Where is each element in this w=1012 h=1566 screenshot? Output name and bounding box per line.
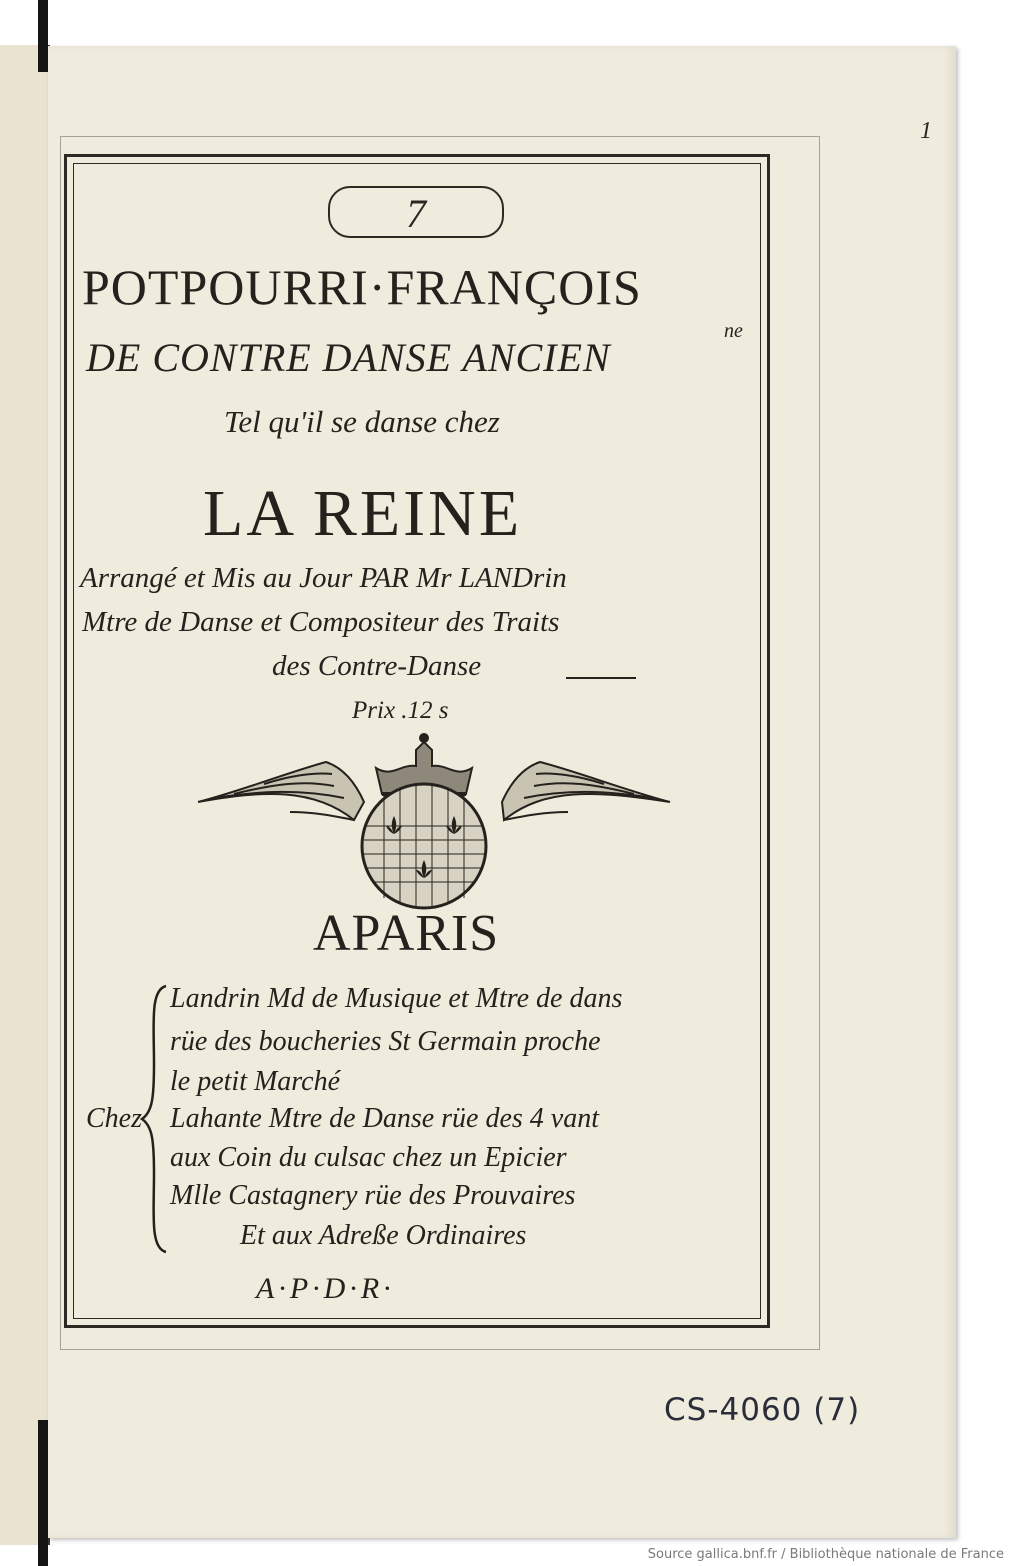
price: Prix .12 s (352, 697, 449, 724)
tel-line: Tel qu'il se danse chez (224, 404, 500, 439)
privilege-line: A·P·D·R· (256, 1272, 395, 1305)
contre-danse-line: des Contre-Danse (272, 650, 482, 682)
page-number-mark: 1 (920, 118, 932, 144)
cartouche-number: 7 (406, 191, 426, 236)
chez-label: Chez (86, 1103, 142, 1134)
address-line: rüe des boucheries St Germain proche (170, 1026, 601, 1057)
shelfmark-stamp: CS-4060 (7) (664, 1392, 861, 1428)
address-line: Landrin Md de Musique et Mtre de dans (170, 983, 623, 1014)
address-line: Et aux Adreße Ordinaires (240, 1220, 527, 1251)
address-line: le petit Marché (170, 1066, 341, 1097)
title: POTPOURRI·FRANÇOIS (82, 259, 642, 315)
bookmark-ribbon-bottom (38, 1420, 48, 1566)
book-left-page-edge (0, 45, 50, 1545)
royal-arms-emblem-icon (194, 728, 674, 918)
subtitle: DE CONTRE DANSE ANCIEN (86, 335, 611, 380)
arranged-line: Arrangé et Mis au Jour PAR Mr LANDrin (80, 562, 567, 594)
flourish-line (566, 677, 636, 679)
curly-brace-icon (140, 984, 170, 1254)
aparis-heading: APARIS (313, 905, 500, 962)
subtitle-superscript: ne (724, 320, 743, 342)
bookmark-ribbon-top (38, 0, 48, 72)
address-line: aux Coin du culsac chez un Epicier (170, 1142, 567, 1173)
source-credit: Source gallica.bnf.fr / Bibliothèque nationale de France (647, 1547, 1004, 1562)
master-line: Mtre de Danse et Compositeur des Traits (82, 606, 560, 638)
la-reine-heading: LA REINE (203, 477, 523, 550)
address-line: Mlle Castagnery rüe des Prouvaires (170, 1180, 576, 1211)
number-cartouche (328, 186, 504, 238)
address-line: Lahante Mtre de Danse rüe des 4 vant (170, 1103, 599, 1134)
